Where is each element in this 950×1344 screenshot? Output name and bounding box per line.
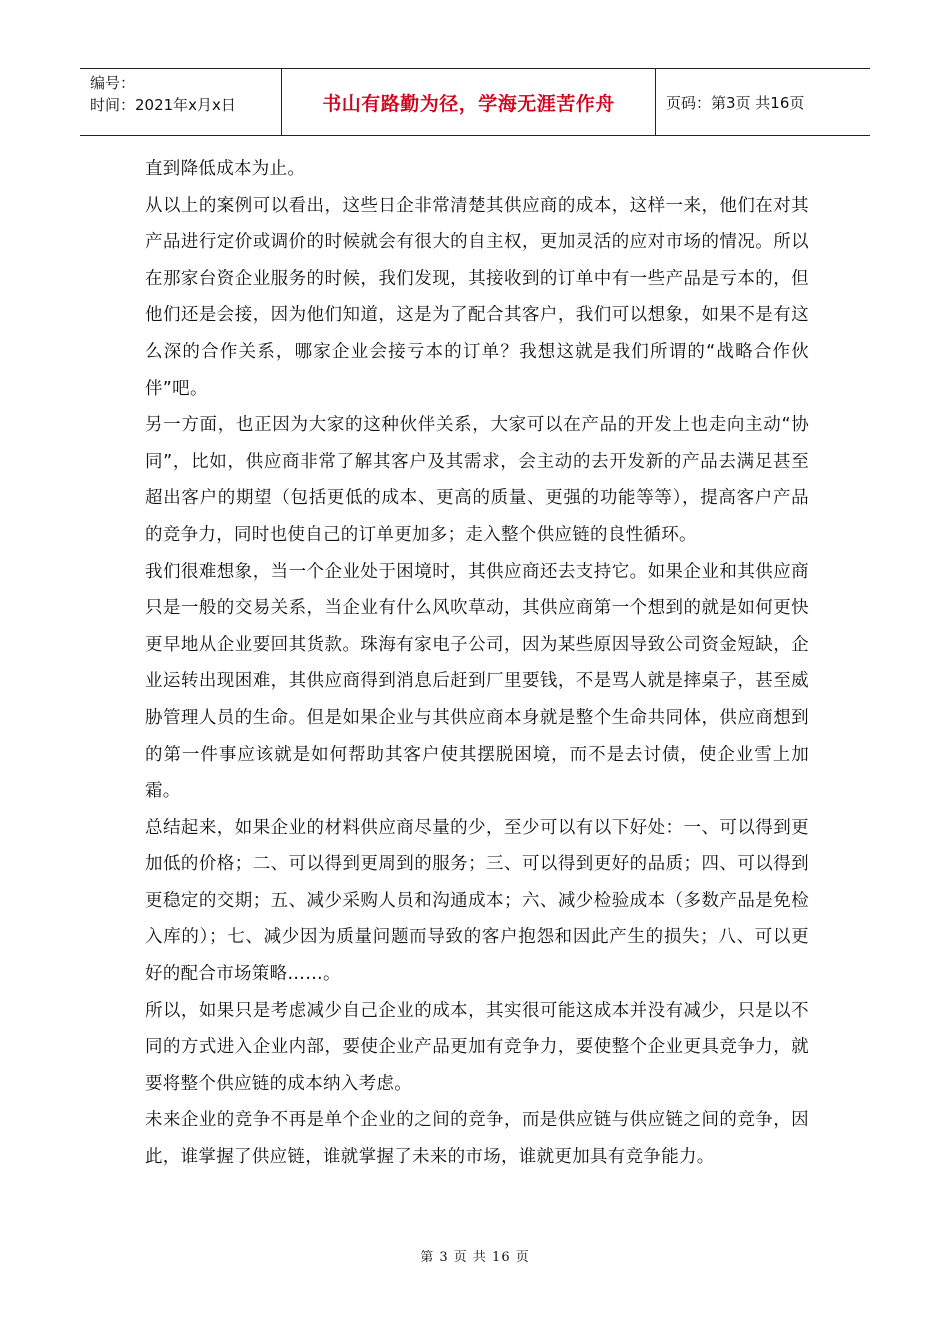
- page-header: [80, 68, 870, 136]
- paragraph: 总结起来，如果企业的材料供应商尽量的少，至少可以有以下好处：一、可以得到更加低的价格；二、可以得到更周到的服务；三、可以得到更好的品质；四、可以得到更稳定的交期；五、减少采购人员和沟通成本；六、减少检验成本（多数产品是免检入库的）；七、减少因为质量问题而导致的客户抱怨和因此产生的损失；八、可以更好的配合市场策略……。: [145, 817, 809, 985]
- header-time: 时间：2021年x月x日: [90, 96, 236, 114]
- paragraph: 从以上的案例可以看出，这些日企非常清楚其供应商的成本，这样一来，他们在对其产品进行定价或调价的时候就会有很大的自主权，更加灵活的应对市场的情况。所以在那家台资企业服务的时候，我们发现，其接收到的订单中有一些产品是亏本的，但他们还是会接，因为他们知道，这是为了配合其客户，我们可以想象，如果不是有这么深的合作关系，哪家企业会接亏本的订单？我想这就是我们所谓的“战略合作伙伴”吧。: [145, 195, 809, 399]
- header-page-code: 页码：第3页 共16页: [666, 93, 805, 112]
- paragraph: 所以，如果只是考虑减少自己企业的成本，其实很可能这成本并没有减少，只是以不同的方式进入企业内部，要使企业产品更加有竞争力，要使整个企业更具竞争力，就要将整个供应链的成本纳入考虑。: [145, 1000, 809, 1094]
- paragraph: 直到降低成本为止。: [145, 159, 306, 179]
- document-body: [145, 151, 809, 1176]
- header-number: 编号：: [90, 74, 136, 92]
- paragraph: 未来企业的竞争不再是单个企业的之间的竞争，而是供应链与供应链之间的竞争，因此，谁掌握了供应链，谁就掌握了未来的市场，谁就更加具有竞争能力。: [145, 1110, 809, 1168]
- header-motto: 书山有路勤为径，学海无涯苦作舟: [282, 69, 656, 135]
- page-footer: 第 3 页 共 16 页: [420, 1250, 530, 1265]
- paragraph: 我们很难想象，当一个企业处于困境时，其供应商还去支持它。如果企业和其供应商只是一般的交易关系，当企业有什么风吹草动，其供应商第一个想到的就是如何更快更早地从企业要回其货款。珠海有家电子公司，因为某些原因导致公司资金短缺，企业运转出现困难，其供应商得到消息后赶到厂里要钱，不是骂人就是摔桌子，甚至威胁管理人员的生命。但是如果企业与其供应商本身就是整个生命共同体，供应商想到的第一件事应该就是如何帮助其客户使其摆脱困境，而不是去讨债，使企业雪上加霜。: [145, 561, 809, 802]
- paragraph: 另一方面，也正因为大家的这种伙伴关系，大家可以在产品的开发上也走向主动“协同”，比如，供应商非常了解其客户及其需求，会主动的去开发新的产品去满足甚至超出客户的期望（包括更低的成本、更高的质量、更强的功能等等），提高客户产品的竞争力，同时也使自己的订单更加多；走入整个供应链的良性循环。: [145, 415, 809, 545]
- header-meta: [80, 69, 282, 135]
